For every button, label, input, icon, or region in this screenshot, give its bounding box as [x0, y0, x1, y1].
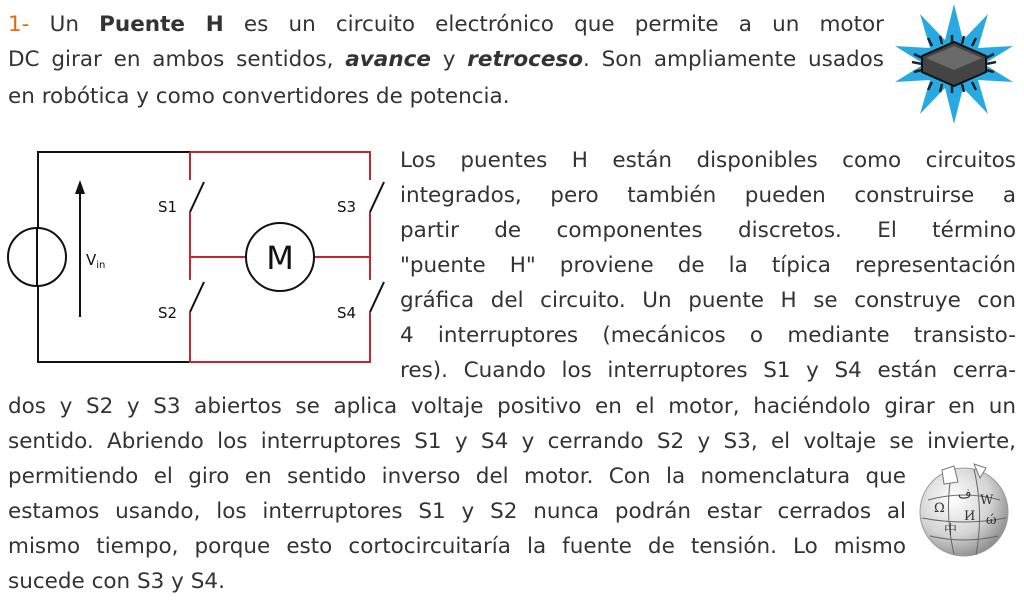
- body-line-6: 4 interruptores (mecánicos o mediante transisto-: [400, 323, 1016, 348]
- section-number: 1-: [8, 12, 30, 37]
- switch-s1-label: S1: [158, 198, 178, 216]
- body-line-11: estamos usando, los interruptores S1 y S2 nunca podrán estar cerrados al: [8, 499, 906, 524]
- body-line-7: res). Cuando los interruptores S1 y S4 están cerra-: [400, 358, 1016, 383]
- body-line-4: "puente H" proviene de la típica representación: [400, 253, 1016, 278]
- switch-s4: [370, 282, 384, 312]
- body-line-3: partir de componentes discretos. El término: [400, 218, 1016, 243]
- body-line-9: sentido. Abriendo los interruptores S1 y S4 y cerrando S2 y S3, el voltaje se invierte,: [8, 429, 1016, 454]
- motor-label: M: [266, 239, 294, 277]
- term-retroceso: retroceso: [467, 47, 584, 72]
- body-line-5: gráfica del circuito. Un puente H se construye con: [400, 288, 1016, 313]
- body-line-12: mismo tiempo, porque esto cortocircuitaría la fuente de tensión. Lo mismo: [8, 534, 906, 559]
- body-line-1: Los puentes H están disponibles como circuitos: [400, 148, 1016, 173]
- vin-label: $V_{in}$: [86, 251, 106, 271]
- switch-s2-label: S2: [158, 304, 178, 322]
- switch-s1: [190, 182, 204, 212]
- svg-text:Ω: Ω: [934, 501, 945, 516]
- svg-text:W: W: [980, 493, 994, 508]
- intro-line-3: en robótica y como convertidores de potencia.: [8, 84, 510, 109]
- switch-s3-label: S3: [337, 198, 357, 216]
- h-bridge-diagram: [0, 140, 392, 370]
- intro-line-2: DC girar en ambos sentidos, avance y retroceso. Son ampliamente usados: [8, 47, 884, 72]
- body-line-10: permitiendo el giro en sentido inverso del motor. Con la nomenclatura que: [8, 464, 906, 489]
- body-line-2: integrados, pero también pueden construirse a: [400, 183, 1016, 208]
- svg-text:И: И: [964, 509, 976, 524]
- body-line-8: dos y S2 y S3 abiertos se aplica voltaje positivo en el motor, haciéndolo girar en un: [8, 394, 1016, 419]
- term-avance: avance: [345, 47, 431, 72]
- svg-text:ف: ف: [958, 487, 972, 502]
- svg-text:ώ: ώ: [986, 513, 997, 528]
- switch-s4-label: S4: [337, 304, 357, 322]
- wikipedia-globe-icon: [914, 460, 1014, 560]
- switch-s3: [370, 182, 384, 212]
- intro-line-1: 1- Un Puente H es un circuito electrónico que permite a un motor: [8, 12, 885, 37]
- term-puente-h: Puente H: [99, 12, 224, 37]
- vin-arrow-icon: [75, 180, 85, 317]
- switch-s2: [190, 282, 204, 312]
- microchip-starburst-icon: [892, 2, 1016, 126]
- body-line-13: sucede con S3 y S4.: [8, 569, 225, 594]
- svg-text:中: 中: [944, 523, 958, 538]
